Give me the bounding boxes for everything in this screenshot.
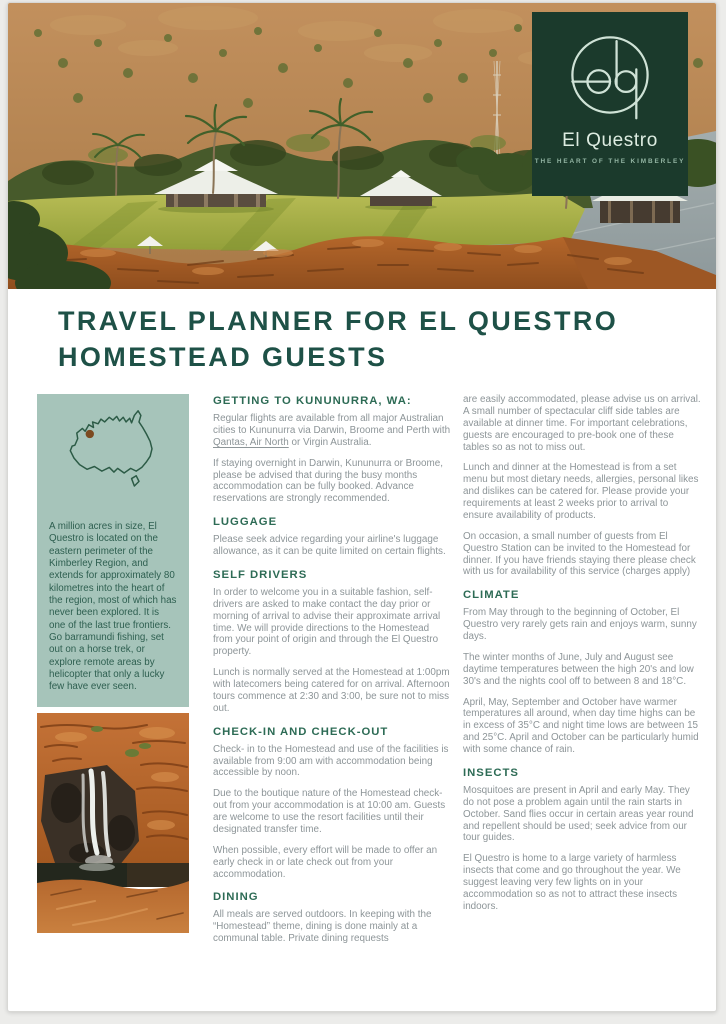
section-heading-getting: GETTING TO KUNUNURRA, WA: xyxy=(213,395,412,407)
getting-paragraph-1 xyxy=(213,413,451,449)
getting-p1-post: or Virgin Australia. xyxy=(288,436,372,448)
insects-paragraph-2: El Questro is home to a large variety of harmless insects that come and go throughout the year. We suggest leaving very few lights on in your accommodation so as not to attract these insects indoors. xyxy=(463,853,681,912)
sidebar-blurb: A million acres in size, El Questro is located on the eastern perimeter of the Kimberley Region, and extends for approximately 80 kilometres into the heart of the region, most of which has never been explored. It is one of the last true frontiers. Go barramundi fishing, set out on a horse trek, or explore remote areas by helicopter that only a lucky few have ever seen. xyxy=(49,521,177,693)
checkin-paragraph-1: Check- in to the Homestead and use of the facilities is available from 9:00 am with accommodation being accessible by noon. xyxy=(213,743,449,779)
checkin-paragraph-2: Due to the boutique nature of the Homestead check-out from your accommodation is at 10:00 am. Guests are welcome to use the resort facilities until their designated transfer time. xyxy=(213,788,446,835)
section-heading-self-drivers: SELF DRIVERS xyxy=(213,568,308,581)
climate-paragraph-3: April, May, September and October have warmer temperatures all around, when day time highs can be in excess of 35°C and night time lows are between 15 and 25°C. April and October can be particularly humid with some chance of rain. xyxy=(463,696,699,755)
self-drivers-paragraph-2: Lunch is normally served at the Homestead at 1:00pm with latecomers being catered for on arrival. Afternoon tours commence at 2:30 and 3:00, be sure not to miss out. xyxy=(213,667,450,714)
page-title-line2: HOMESTEAD GUESTS xyxy=(58,341,388,372)
brand-tagline: THE HEART OF THE KIMBERLEY xyxy=(534,158,686,165)
getting-p1-pre: Regular flights are available from all major Australian cities to Kununurra via Darwin, Broome and Perth with xyxy=(213,413,451,436)
elq-monogram-icon xyxy=(563,28,657,122)
dining-continued-paragraph-2: Lunch and dinner at the Homestead is from a set menu but most dietary needs, allergies, personal likes and dislikes can be catered for. Please provide your requirements at least 2 weeks prior to arrival to ensure availability of products. xyxy=(463,462,699,521)
logo-badge xyxy=(532,12,688,196)
section-heading-dining: DINING xyxy=(213,891,259,904)
page-title-line1: TRAVEL PLANNER FOR EL QUESTRO xyxy=(58,306,619,336)
checkin-paragraph-3: When possible, every effort will be made to offer an early check in or late check out from your accommodation. xyxy=(213,844,438,880)
climate-paragraph-2: The winter months of June, July and August see daytime temperatures between the high 20's and low 30's and the nights cool off to between 8 and 18°C. xyxy=(463,651,694,687)
document-page xyxy=(7,2,717,1012)
section-heading-luggage: LUGGAGE xyxy=(213,516,278,529)
middle-column xyxy=(213,394,451,954)
section-heading-climate: CLIMATE xyxy=(463,589,520,602)
page-title xyxy=(58,304,688,376)
insects-paragraph-1: Mosquitoes are present in April and early May. They do not pose a problem again until the rain starts in October. Sand flies occur in certain areas year round and repellent should be used; seek advice from our tour guides. xyxy=(463,784,694,844)
climate-paragraph-1: From May through to the beginning of October, El Questro very rarely gets rain and enjoys warm, sunny days. xyxy=(463,607,697,642)
kimberley-location-dot xyxy=(86,430,94,438)
self-drivers-paragraph-1: In order to welcome you in a suitable fashion, self-drivers are asked to make contact the day prior or morning of arrival to advise their approximate arrival time. We will provide directions to the Homestead from your point of origin and through the El Questro property. xyxy=(213,586,441,658)
dining-continued-paragraph-3: On occasion, a small number of guests from El Questro Station can be invited to the Homestead for dinner. If you have friends staying there please check with us for availability of this service (charges apply) xyxy=(463,530,696,578)
australia-map-icon xyxy=(51,408,175,512)
section-heading-insects: INSECTS xyxy=(463,766,519,779)
right-column xyxy=(463,394,701,922)
getting-paragraph-2: If staying overnight in Darwin, Kununurra or Broome, please be advised that during the busy months accommodation can be fully booked. Advance reservations are strongly recommended. xyxy=(213,457,443,505)
luggage-paragraph-1: Please seek advice regarding your airline's luggage allowance, as it can be quite limited on certain flights. xyxy=(213,534,446,557)
section-heading-checkin: CHECK-IN AND CHECK-OUT xyxy=(213,725,389,738)
sidebar-column xyxy=(37,394,189,933)
waterfall-photo xyxy=(37,713,189,933)
brand-name: El Questro xyxy=(562,130,658,151)
airlines-link[interactable]: Qantas, Air North xyxy=(213,436,289,448)
dining-continued-paragraph-1: are easily accommodated, please advise us on arrival. A small number of spectacular cliff side tables are available at dinner time. For important celebrations, guests are encouraged to pre-book one of these tables so as not to miss out. xyxy=(463,394,701,453)
location-callout-box xyxy=(37,394,189,707)
dining-paragraph-1: All meals are served outdoors. In keeping with the “Homestead” theme, dining is done mainly at a communal table. Private dining requests xyxy=(213,909,432,945)
